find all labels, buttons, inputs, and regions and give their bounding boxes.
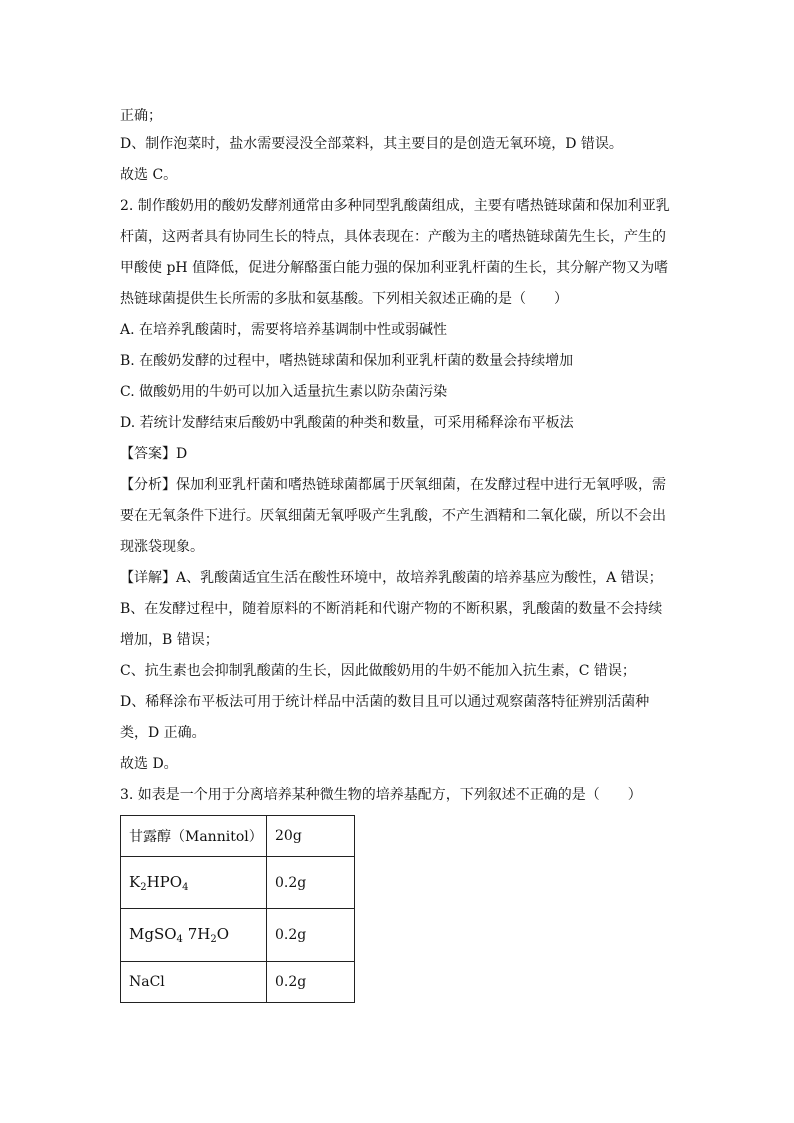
text-line: 热链球菌提供生长所需的多肽和氨基酸。下列相关叙述正确的是（ ） (120, 291, 568, 307)
analysis-line: 【分析】保加利亚乳杆菌和嗜热链球菌都属于厌氧细菌，在发酵过程中进行无氧呼吸，需 (120, 477, 666, 493)
table-row (121, 962, 355, 1003)
ingredient-amount: 0.2g (267, 962, 355, 1003)
question-2-stem: 2. 制作酸奶用的酸奶发酵剂通常由多种同型乳酸菌组成，主要有嗜热链球菌和保加利亚乳 (120, 198, 670, 214)
option-d: D. 若统计发酵结束后酸奶中乳酸菌的种类和数量，可采用稀释涂布平板法 (120, 415, 574, 431)
ingredient-amount: 0.2g (267, 857, 355, 909)
text-line: 故选 C。 (120, 167, 178, 183)
text-line: D、制作泡菜时，盐水需要浸没全部菜料，其主要目的是创造无氧环境，D 错误。 (120, 136, 623, 152)
text-line: 要在无氧条件下进行。厌氧细菌无氧呼吸产生乳酸，不产生酒精和二氧化碳，所以不会出 (120, 508, 666, 524)
text-line: 类，D 正确。 (120, 725, 206, 741)
table-row (121, 857, 355, 909)
table-row (121, 909, 355, 962)
text-line: 杆菌，这两者具有协同生长的特点，具体表现在：产酸为主的嗜热链球菌先生长，产生的 (120, 229, 666, 245)
option-a: A. 在培养乳酸菌时，需要将培养基调制中性或弱碱性 (120, 322, 448, 338)
text-line: 增加，B 错误； (120, 632, 219, 648)
ingredient-name: MgSO$_4$ $7H_2O$ (121, 909, 267, 962)
text-line: 正确； (120, 108, 162, 124)
ingredient-amount: 0.2g (267, 909, 355, 962)
answer-line: 【答案】D (120, 446, 188, 462)
option-b: B. 在酸奶发酵的过程中，嗜热链球菌和保加利亚乳杆菌的数量会持续增加 (120, 353, 574, 369)
text-line: 甲酸使 pH 值降低，促进分解酪蛋白能力强的保加利亚乳杆菌的生长，其分解产物又为嗜 (120, 260, 669, 276)
table-row (121, 816, 355, 857)
text-line: 故选 D。 (120, 756, 178, 772)
medium-recipe-table (120, 815, 355, 1003)
ingredient-name: $K_2HPO_4$ (121, 857, 267, 909)
ingredient-name: NaCl (121, 962, 267, 1003)
ingredient-amount: 20g (267, 816, 355, 857)
option-c: C. 做酸奶用的牛奶可以加入适量抗生素以防杂菌污染 (120, 384, 448, 400)
detail-line: 【详解】A、乳酸菌适宜生活在酸性环境中，故培养乳酸菌的培养基应为酸性，A 错误； (120, 570, 663, 586)
text-line: C、抗生素也会抑制乳酸菌的生长，因此做酸奶用的牛奶不能加入抗生素，C 错误； (120, 663, 636, 679)
text-line: B、在发酵过程中，随着原料的不断消耗和代谢产物的不断积累，乳酸菌的数量不会持续 (120, 601, 663, 617)
ingredient-name: 甘露醇（Mannitol） (121, 816, 267, 857)
text-line: D、稀释涂布平板法可用于统计样品中活菌的数目且可以通过观察菌落特征辨别活菌种 (120, 694, 650, 710)
question-3-stem: 3. 如表是一个用于分离培养某种微生物的培养基配方，下列叙述不正确的是（ ） (120, 787, 642, 803)
text-line: 现涨袋现象。 (120, 539, 204, 555)
